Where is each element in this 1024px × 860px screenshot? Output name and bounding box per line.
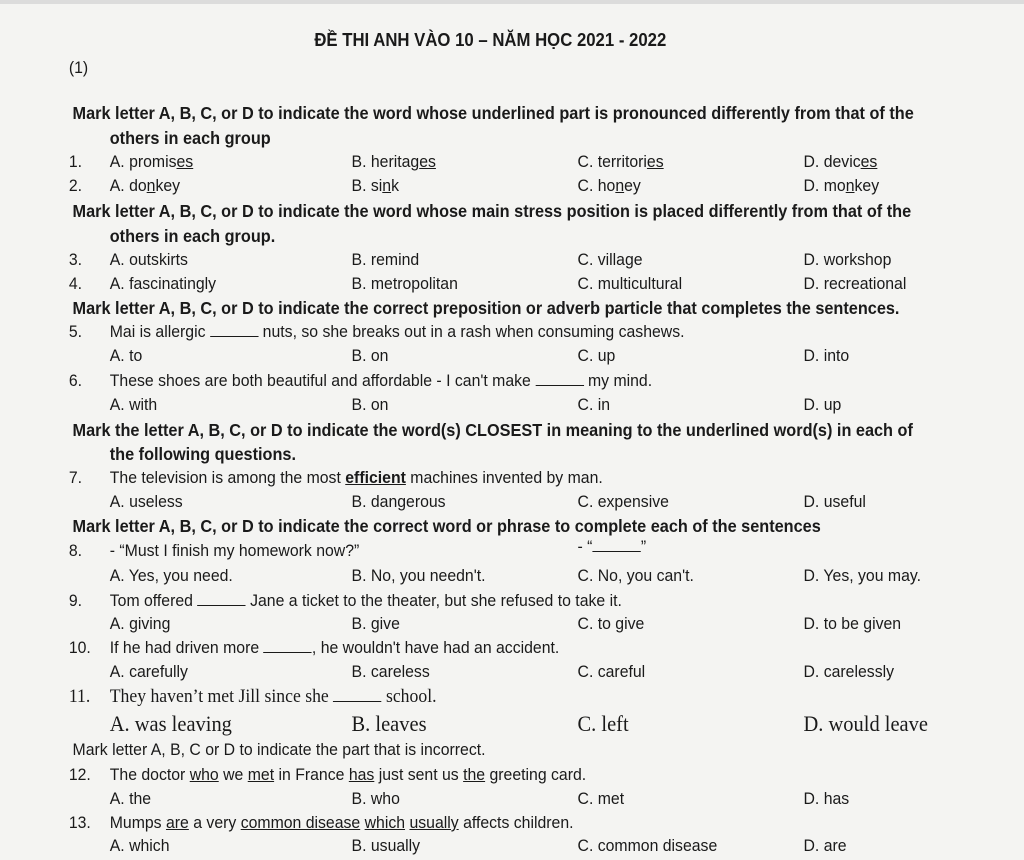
instruction-pronunciation-line2: others in each group — [109, 128, 271, 148]
stem-text: Tom offered — [109, 591, 193, 610]
q10-option-b[interactable]: B. careless — [351, 662, 430, 681]
stem-text: school. — [385, 686, 437, 707]
q12-option-d[interactable]: D. has — [803, 789, 850, 808]
option-text: k — [391, 176, 399, 195]
q8-option-d[interactable]: D. Yes, you may. — [803, 566, 921, 585]
option-text: ey — [624, 176, 641, 195]
q6-option-a[interactable]: A. with — [109, 395, 158, 414]
question-number: 1. — [68, 152, 83, 171]
question-number: 10. — [68, 638, 91, 657]
answer-blank — [333, 687, 381, 702]
option-text: B. heritag — [351, 152, 420, 171]
page-title: ĐỀ THI ANH VÀO 10 – NĂM HỌC 2021 - 2022 — [314, 30, 667, 50]
instruction-preposition: Mark letter A, B, C, or D to indicate the correct preposition or adverb particle that completes the sentences. — [72, 298, 900, 318]
question-number: 8. — [68, 541, 83, 560]
q10-option-c[interactable]: C. careful — [577, 662, 646, 681]
stem-text: machines invented by man. — [410, 468, 603, 487]
underlined-part: common disease — [240, 813, 361, 832]
q2-option-c[interactable] — [578, 176, 641, 196]
stem-text: - “ — [577, 537, 593, 556]
stem-text: , he wouldn't have had an accident. — [311, 638, 560, 657]
stem-text: Mumps — [109, 813, 162, 832]
question-number: 5. — [68, 322, 83, 341]
underlined-part: es — [176, 152, 194, 171]
option-text: C. territori — [577, 152, 647, 171]
question-number: 7. — [68, 468, 83, 487]
q11-stem — [110, 686, 437, 708]
answer-blank — [535, 371, 583, 386]
q11-option-b[interactable]: B. leaves — [351, 711, 427, 736]
question-number: 13. — [68, 813, 91, 832]
option-text: key — [854, 176, 880, 195]
q5-option-c[interactable]: C. up — [577, 346, 616, 365]
stem-text: The television is among the most — [109, 468, 341, 487]
option-text: C. ho — [577, 176, 616, 195]
underlined-part: n — [845, 176, 855, 195]
underlined-part: n — [382, 176, 392, 195]
q8-stem: - “Must I finish my homework now?” — [109, 541, 360, 560]
underlined-part: es — [419, 152, 436, 171]
stem-text: just sent us — [378, 765, 459, 784]
q11-option-a[interactable]: A. was leaving — [109, 711, 232, 736]
underlined-word: efficient — [345, 468, 406, 487]
q13-option-c[interactable]: C. common disease — [577, 836, 718, 855]
q10-option-a[interactable]: A. carefully — [109, 662, 188, 681]
answer-blank — [210, 322, 258, 337]
stem-text: Jane a ticket to the theater, but she refused to take it. — [250, 591, 622, 610]
q4-option-c[interactable]: C. multicultural — [577, 274, 683, 293]
underlined-part: who — [189, 765, 219, 784]
q11-option-d[interactable]: D. would leave — [803, 711, 928, 736]
q5-stem — [110, 322, 685, 342]
underlined-part: the — [463, 765, 486, 784]
q12-option-b[interactable]: B. who — [351, 789, 400, 808]
section-label: (1) — [68, 58, 89, 77]
stem-text: in France — [278, 765, 345, 784]
stem-text: a very — [193, 813, 237, 832]
q8-reply-blank — [578, 537, 647, 557]
q9-option-b[interactable]: B. give — [351, 614, 400, 633]
underlined-part: met — [247, 765, 275, 784]
q2-option-b[interactable] — [352, 176, 399, 196]
q7-option-a[interactable]: A. useless — [109, 492, 183, 511]
option-text: D. mo — [803, 176, 846, 195]
q1-option-b[interactable] — [352, 152, 436, 172]
underlined-part: which — [364, 813, 406, 832]
q5-option-b[interactable]: B. on — [351, 346, 389, 365]
q6-stem — [110, 371, 652, 391]
q10-stem — [110, 638, 560, 658]
underlined-part: es — [646, 152, 664, 171]
q8-option-c[interactable]: C. No, you can't. — [577, 566, 694, 585]
stem-text: ” — [640, 537, 647, 556]
instruction-stress-line2: others in each group. — [109, 226, 276, 246]
answer-blank — [264, 638, 312, 653]
option-text: key — [155, 176, 181, 195]
stem-text: They haven’t met Jill since she — [109, 686, 329, 707]
question-number: 12. — [68, 765, 91, 784]
stem-text: nuts, so she breaks out in a rash when consuming cashews. — [262, 322, 685, 341]
q1-option-a[interactable] — [110, 152, 193, 172]
underlined-part: usually — [409, 813, 459, 832]
q3-option-b[interactable]: B. remind — [351, 250, 420, 269]
q6-option-b[interactable]: B. on — [351, 395, 389, 414]
q4-option-a[interactable]: A. fascinatingly — [109, 274, 217, 293]
answer-blank — [592, 537, 640, 552]
q3-option-c[interactable]: C. village — [577, 250, 643, 269]
q7-stem — [110, 468, 603, 488]
q13-option-b[interactable]: B. usually — [351, 836, 421, 855]
q8-option-a[interactable]: A. Yes, you need. — [109, 566, 233, 585]
underlined-part: are — [165, 813, 189, 832]
stem-text: These shoes are both beautiful and affordable - I can't make — [109, 371, 531, 390]
q1-option-d[interactable] — [804, 152, 878, 172]
instruction-closest-line1: Mark the letter A, B, C, or D to indicate the word(s) CLOSEST in meaning to the underlined word(s) in each of — [72, 420, 913, 440]
q5-option-a[interactable]: A. to — [109, 346, 143, 365]
q8-option-b[interactable]: B. No, you needn't. — [351, 566, 486, 585]
q13-option-a[interactable]: A. which — [109, 836, 170, 855]
q2-option-a[interactable] — [110, 176, 180, 196]
q4-option-d[interactable]: D. recreational — [803, 274, 907, 293]
q7-option-d[interactable]: D. useful — [803, 492, 866, 511]
q3-option-d[interactable]: D. workshop — [803, 250, 892, 269]
instruction-stress-line1: Mark letter A, B, C, or D to indicate the word whose main stress position is placed differently from that of the — [72, 201, 912, 221]
q5-option-d[interactable]: D. into — [803, 346, 850, 365]
question-number: 11. — [68, 686, 91, 707]
answer-blank — [197, 591, 245, 606]
stem-text: Mai is allergic — [109, 322, 206, 341]
underlined-part: n — [615, 176, 625, 195]
stem-text: If he had driven more — [109, 638, 260, 657]
q4-option-b[interactable]: B. metropolitan — [351, 274, 458, 293]
q7-option-b[interactable]: B. dangerous — [351, 492, 446, 511]
stem-text: my mind. — [587, 371, 653, 390]
q9-option-c[interactable]: C. to give — [577, 614, 645, 633]
q12-stem — [110, 765, 586, 785]
q7-option-c[interactable]: C. expensive — [577, 492, 669, 511]
instruction-incorrect-part: Mark letter A, B, C or D to indicate the part that is incorrect. — [72, 740, 486, 759]
question-number: 9. — [68, 591, 83, 610]
stem-text: we — [223, 765, 244, 784]
instruction-complete-sentence: Mark letter A, B, C, or D to indicate the correct word or phrase to complete each of the sentences — [72, 516, 821, 536]
q11-option-c[interactable]: C. left — [577, 711, 629, 736]
q3-option-a[interactable]: A. outskirts — [109, 250, 188, 269]
stem-text: The doctor — [109, 765, 186, 784]
q10-option-d[interactable]: D. carelessly — [803, 662, 895, 681]
q9-stem — [110, 591, 622, 611]
q12-option-a[interactable]: A. the — [109, 789, 152, 808]
q13-stem — [110, 813, 574, 833]
question-number: 6. — [68, 371, 83, 390]
option-text: A. promis — [109, 152, 177, 171]
underlined-part: has — [348, 765, 375, 784]
stem-text: greeting card. — [489, 765, 587, 784]
instruction-closest-line2: the following questions. — [109, 444, 297, 464]
option-text: B. si — [351, 176, 383, 195]
question-number: 3. — [68, 250, 83, 269]
q6-option-c[interactable]: C. in — [577, 395, 611, 414]
q9-option-d[interactable]: D. to be given — [803, 614, 902, 633]
question-number: 4. — [68, 274, 83, 293]
underlined-part: es — [860, 152, 878, 171]
q12-option-c[interactable]: C. met — [577, 789, 625, 808]
option-text: A. do — [109, 176, 147, 195]
q9-option-a[interactable]: A. giving — [109, 614, 171, 633]
q6-option-d[interactable]: D. up — [803, 395, 842, 414]
q1-option-c[interactable] — [578, 152, 664, 172]
underlined-part: n — [146, 176, 156, 195]
question-number: 2. — [68, 176, 83, 195]
q13-option-d[interactable]: D. are — [803, 836, 847, 855]
instruction-pronunciation-line1: Mark letter A, B, C, or D to indicate the word whose underlined part is pronounced differently from that of the — [72, 103, 914, 123]
stem-text: affects children. — [463, 813, 574, 832]
q2-option-d[interactable] — [804, 176, 880, 196]
option-text: D. devic — [803, 152, 861, 171]
